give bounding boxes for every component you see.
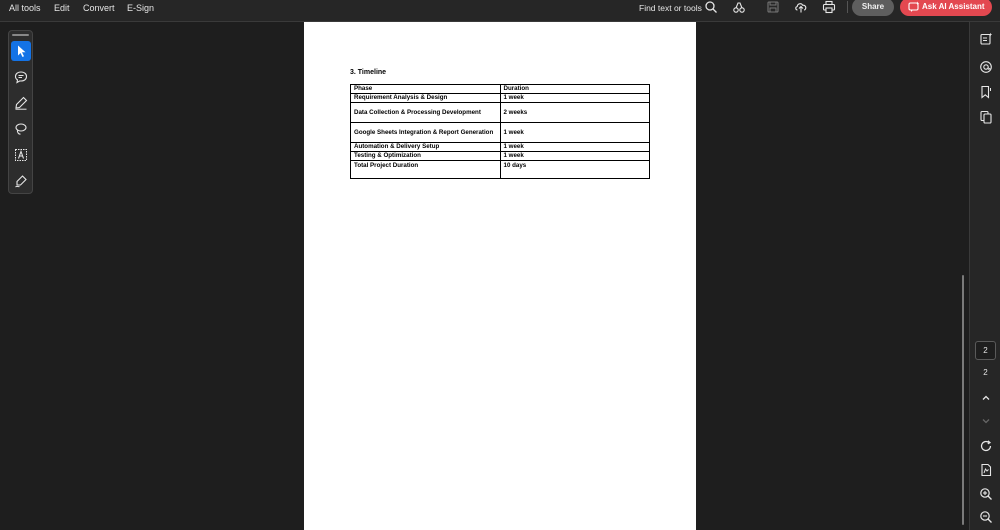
table-row bbox=[351, 143, 650, 152]
document-scan-icon[interactable] bbox=[979, 463, 993, 477]
table-row bbox=[351, 161, 650, 179]
current-page-input[interactable]: 2 bbox=[975, 341, 996, 360]
zoom-in-icon[interactable] bbox=[979, 487, 993, 501]
header-phase: Phase bbox=[351, 85, 501, 94]
comment-icon bbox=[14, 70, 28, 84]
menu-all-tools[interactable]: All tools bbox=[9, 3, 41, 13]
table-cell: Google Sheets Integration & Report Generation bbox=[351, 123, 501, 143]
table-cell: 2 weeks bbox=[500, 103, 649, 123]
measure-icon[interactable] bbox=[732, 0, 746, 14]
table-cell: 1 week bbox=[500, 94, 649, 103]
text-box-icon bbox=[14, 148, 28, 162]
header-duration: Duration bbox=[500, 85, 649, 94]
sign-icon bbox=[14, 174, 28, 188]
print-icon[interactable] bbox=[822, 0, 836, 14]
timeline-table bbox=[350, 84, 650, 179]
table-cell: Data Collection & Processing Development bbox=[351, 103, 501, 123]
table-row bbox=[351, 123, 650, 143]
lasso-draw-icon bbox=[14, 122, 28, 136]
save-icon[interactable] bbox=[766, 0, 780, 14]
top-toolbar bbox=[0, 0, 1000, 22]
table-row bbox=[351, 152, 650, 161]
right-panel bbox=[969, 22, 1000, 530]
vertical-scrollbar[interactable] bbox=[962, 275, 964, 525]
select-tool[interactable] bbox=[11, 41, 31, 61]
total-pages: 2 bbox=[983, 368, 988, 377]
refresh-icon[interactable] bbox=[979, 439, 993, 453]
document-page[interactable] bbox=[304, 22, 696, 530]
edit-page-icon[interactable] bbox=[979, 32, 993, 46]
chevron-up-icon[interactable] bbox=[979, 391, 993, 405]
find-text-or-tools[interactable]: Find text or tools bbox=[639, 3, 702, 13]
ai-assistant-icon bbox=[908, 1, 920, 13]
copy-pages-icon[interactable] bbox=[979, 110, 993, 124]
chevron-down-icon[interactable] bbox=[979, 414, 993, 428]
select-icon bbox=[14, 44, 28, 58]
comments-panel-icon[interactable] bbox=[979, 60, 993, 74]
text-box-tool[interactable] bbox=[11, 145, 31, 165]
highlight-pen-icon bbox=[14, 96, 28, 110]
toolbar-divider bbox=[847, 1, 848, 13]
menu-esign[interactable]: E-Sign bbox=[127, 3, 155, 13]
table-cell: Testing & Optimization bbox=[351, 152, 501, 161]
ask-ai-assistant-button[interactable] bbox=[900, 0, 992, 16]
table-cell: Total Project Duration bbox=[351, 161, 501, 179]
table-row bbox=[351, 94, 650, 103]
search-icon[interactable] bbox=[704, 0, 718, 14]
table-cell: 10 days bbox=[500, 161, 649, 179]
ask-ai-assistant-label: Ask AI Assistant bbox=[922, 2, 985, 11]
sign-tool[interactable] bbox=[11, 171, 31, 191]
table-cell: 1 week bbox=[500, 123, 649, 143]
table-row bbox=[351, 103, 650, 123]
highlight-tool[interactable] bbox=[11, 93, 31, 113]
draw-tool[interactable] bbox=[11, 119, 31, 139]
palette-grip[interactable] bbox=[12, 34, 29, 36]
table-cell: Requirement Analysis & Design bbox=[351, 94, 501, 103]
comment-tool[interactable] bbox=[11, 67, 31, 87]
cloud-upload-icon[interactable] bbox=[794, 0, 808, 14]
bookmark-icon[interactable] bbox=[979, 85, 993, 99]
left-tool-palette bbox=[8, 30, 33, 194]
zoom-out-icon[interactable] bbox=[979, 510, 993, 524]
table-header-row bbox=[351, 85, 650, 94]
section-heading: 3. Timeline bbox=[350, 69, 387, 76]
menu-edit[interactable]: Edit bbox=[54, 3, 70, 13]
table-cell: 1 week bbox=[500, 152, 649, 161]
menu-convert[interactable]: Convert bbox=[83, 3, 115, 13]
table-cell: 1 week bbox=[500, 143, 649, 152]
share-button[interactable]: Share bbox=[852, 0, 894, 16]
table-cell: Automation & Delivery Setup bbox=[351, 143, 501, 152]
